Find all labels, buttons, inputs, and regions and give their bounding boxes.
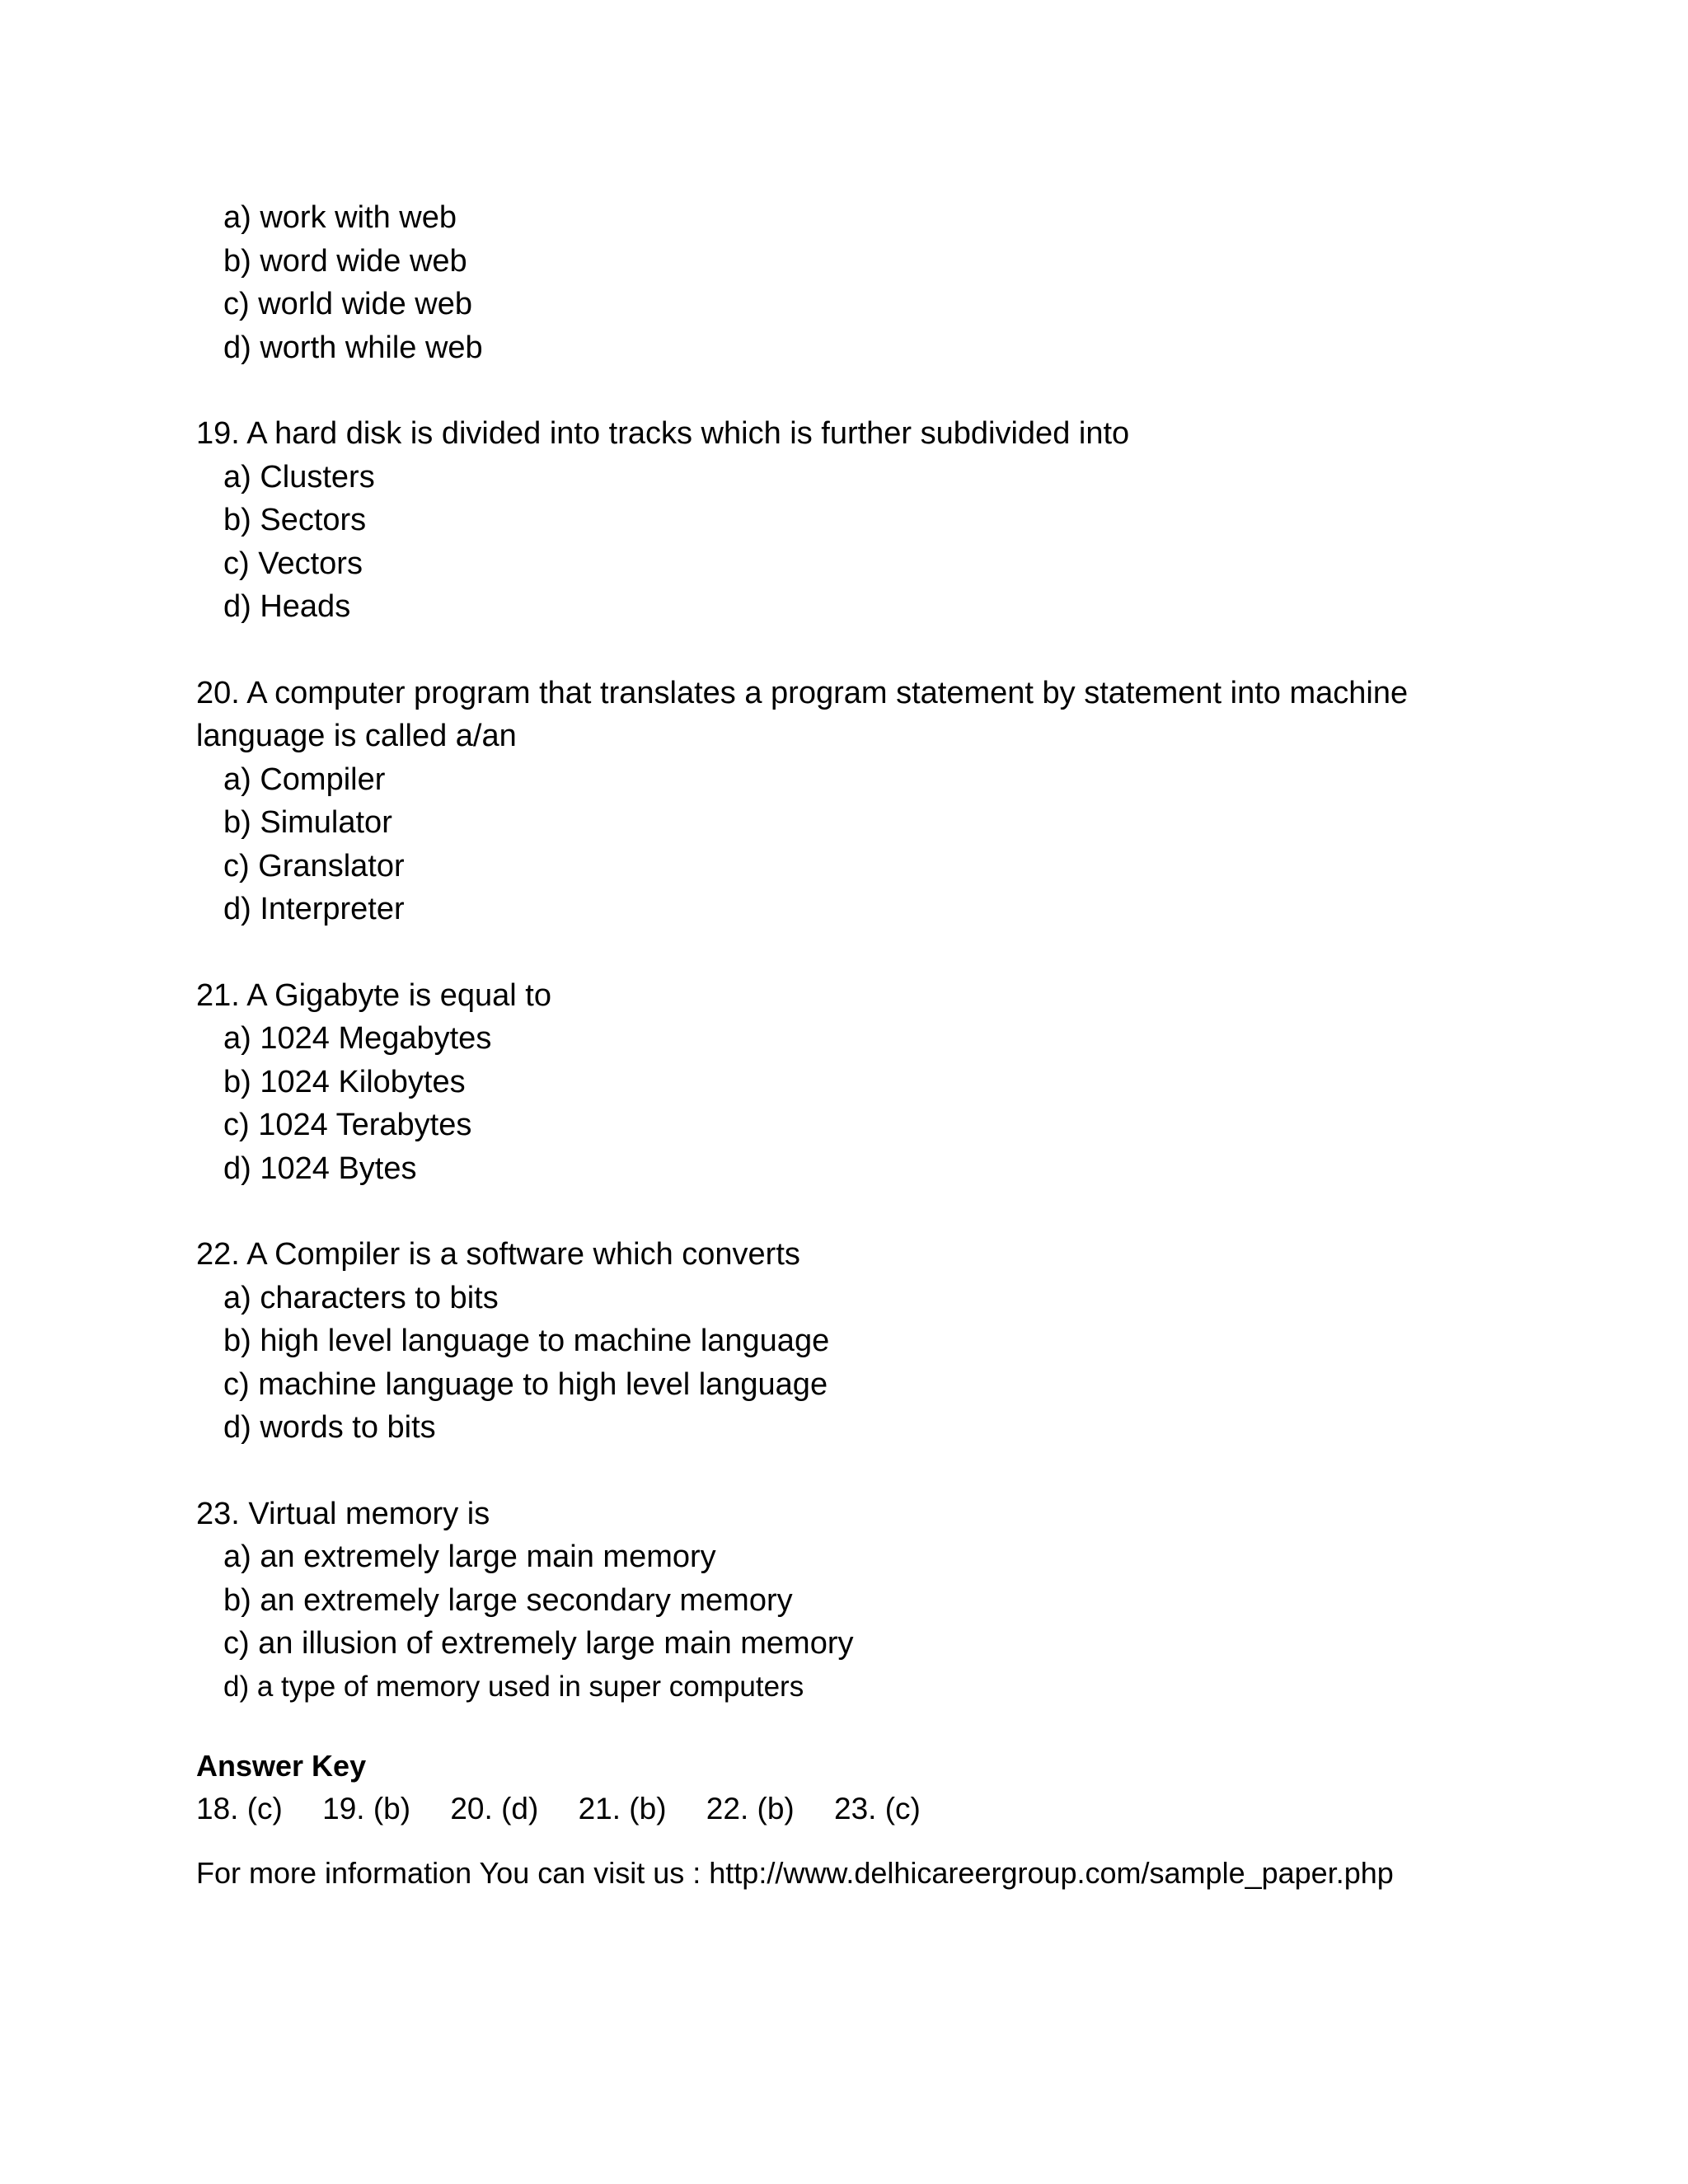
answer-20: 20. (d): [450, 1792, 539, 1825]
q20-option-c: c) Granslator: [223, 848, 405, 883]
answer-key-heading: Answer Key: [196, 1749, 367, 1783]
q21-option-d: d) 1024 Bytes: [223, 1151, 417, 1186]
question-20: [196, 672, 1498, 931]
q19-option-a: a) Clusters: [223, 459, 375, 494]
q23-option-a: a) an extremely large main memory: [223, 1540, 716, 1574]
q20-option-a: a) Compiler: [223, 762, 386, 797]
q22-option-d: d) words to bits: [223, 1410, 436, 1445]
answer-key-list: [196, 1788, 1498, 1830]
answer-19: 19. (b): [322, 1792, 411, 1825]
question-21: [196, 974, 1498, 1191]
question-19: [196, 412, 1498, 629]
q21-option-c: c) 1024 Terabytes: [223, 1108, 472, 1142]
q22-option-a: a) characters to bits: [223, 1280, 499, 1315]
q19-option-c: c) Vectors: [223, 546, 363, 581]
q21-text: 21. A Gigabyte is equal to: [196, 977, 551, 1013]
q22-option-b: b) high level language to machine language: [223, 1324, 830, 1358]
answer-18: 18. (c): [196, 1792, 283, 1825]
q18-option-a: a) work with web: [223, 200, 457, 235]
q20-option-d: d) Interpreter: [223, 892, 405, 926]
q19-option-b: b) Sectors: [223, 503, 367, 537]
question-18: [196, 196, 1498, 369]
answer-23: 23. (c): [834, 1792, 921, 1825]
q19-text: 19. A hard disk is divided into tracks which is further subdivided into: [196, 416, 1130, 451]
q18-option-d: d) worth while web: [223, 330, 483, 365]
q21-option-a: a) 1024 Megabytes: [223, 1021, 492, 1056]
q21-option-b: b) 1024 Kilobytes: [223, 1064, 466, 1099]
answer-22: 22. (b): [706, 1792, 795, 1825]
q18-option-b: b) word wide web: [223, 243, 467, 279]
page-content: [196, 196, 1498, 1895]
q23-option-b: b) an extremely large secondary memory: [223, 1582, 793, 1618]
q20-option-b: b) Simulator: [223, 805, 392, 840]
q22-option-c: c) machine language to high level language: [223, 1366, 828, 1402]
q19-option-d: d) Heads: [223, 589, 351, 624]
question-23: [196, 1493, 1498, 1709]
answer-21: 21. (b): [578, 1792, 667, 1825]
footer-info: For more information You can visit us : http://www.delhicareergroup.com/sample_paper.php: [196, 1856, 1394, 1890]
question-22: [196, 1233, 1498, 1450]
q23-option-d: d) a type of memory used in super computers: [223, 1670, 804, 1703]
q23-text: 23. Virtual memory is: [196, 1496, 490, 1531]
q20-text: 20. A computer program that translates a program statement by statement into machine language is called a/an: [196, 675, 1409, 753]
q23-option-c: c) an illusion of extremely large main memory: [223, 1626, 854, 1661]
q22-text: 22. A Compiler is a software which converts: [196, 1237, 800, 1272]
q18-option-c: c) world wide web: [223, 287, 472, 321]
answer-key: [196, 1745, 1498, 1830]
